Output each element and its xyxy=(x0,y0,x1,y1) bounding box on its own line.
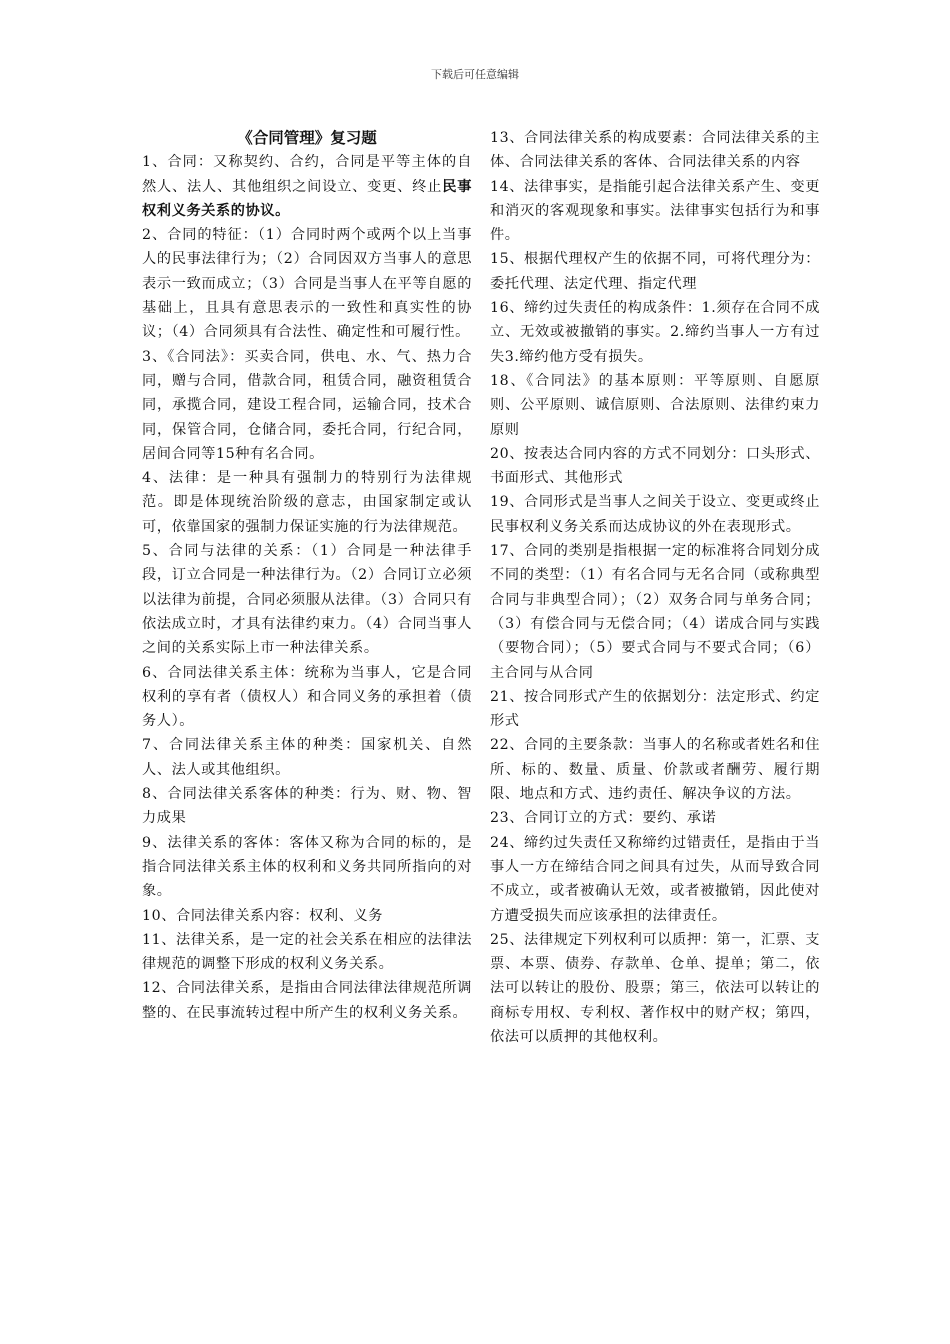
right-column xyxy=(490,126,820,1049)
item-9: 9、法律关系的客体：客体又称为合同的标的，是指合同法律关系主体的权利和义务共同所指向的对象。 xyxy=(142,834,472,900)
item-19: 19、合同形式是当事人之间关于设立、变更或终止民事权利义务关系而达成协议的外在表现形式。 xyxy=(490,494,820,535)
item-17: 17、合同的类别是指根据一定的标准将合同划分成不同的类型：（1）有名合同与无名合同（或称典型合同与非典型合同）；（2）双务合同与单务合同；（3）有偿合同与无偿合同；（4）诺成合同与实践（要物合同）；（5）要式合同与不要式合同；（6）主合同与从合同 xyxy=(490,543,820,681)
item-21: 21、按合同形式产生的依据划分：法定形式、约定形式 xyxy=(490,688,820,730)
item-18: 18、《合同法》的基本原则：平等原则、自愿原则、公平原则、诚信原则、合法原则、法律约束力原则 xyxy=(490,372,820,438)
item-7: 7、合同法律关系主体的种类：国家机关、自然人、法人或其他组织。 xyxy=(142,737,472,778)
item-3: 3、《合同法》：买卖合同，供电、水、气、热力合同，赠与合同，借款合同，租赁合同，融资租赁合同，承揽合同，建设工程合同，运输合同，技术合同，保管合同，仓储合同，委托合同，行纪合同，居间合同等15种有名合同。 xyxy=(142,348,472,462)
item-12: 12、合同法律关系，是指由合同法律法律规范所调整的、在民事流转过程中所产生的权利义务关系。 xyxy=(142,980,472,1021)
item-2: 2、合同的特征：（1）合同时两个或两个以上当事人的民事法律行为；（2）合同因双方当事人的意思表示一致而成立；（3）合同是当事人在平等自愿的基础上，且具有意思表示的一致性和真实性的协议；（4）合同须具有合法性、确定性和可履行性。 xyxy=(142,227,472,341)
item-24: 24、缔约过失责任又称缔约过错责任，是指由于当事人一方在缔结合同之间具有过失，从而导致合同不成立，或者被确认无效，或者被撤销，因此使对方遭受损失而应该承担的法律责任。 xyxy=(490,834,820,924)
item-20: 20、按表达合同内容的方式不同划分：口头形式、书面形式、其他形式 xyxy=(490,445,820,487)
item-22: 22、合同的主要条款：当事人的名称或者姓名和住所、标的、数量、质量、价款或者酬劳、履行期限、地点和方式、违约责任、解决争议的方法。 xyxy=(490,737,820,803)
item-1-emphasis: 民事权利义务关系的协议。 xyxy=(142,178,472,219)
item-23: 23、合同订立的方式：要约、承诺 xyxy=(490,810,717,827)
page-header: 下载后可任意编辑 xyxy=(431,68,519,81)
item-14: 14、法律事实，是指能引起合法律关系产生、变更和消灭的客观现象和事实。法律事实包括行为和事件。 xyxy=(490,178,820,244)
item-25: 25、法律规定下列权利可以质押：第一，汇票、支票、本票、债券、存款单、仓单、提单；第二，依法可以转让的股份、股票；第三，依法可以转让的商标专用权、专利权、著作权中的财产权；第四，依法可以质押的其他权利。 xyxy=(490,931,820,1045)
item-6: 6、合同法律关系主体：统称为当事人，它是合同权利的享有者（债权人）和合同义务的承担着（债务人）。 xyxy=(142,664,472,730)
item-1: 1、合同：又称契约、合约，合同是平等主体的自然人、法人、其他组织之间设立、变更、终止民事权利义务关系的协议。 xyxy=(142,154,472,219)
item-10: 10、合同法律关系内容：权利、义务 xyxy=(142,907,384,924)
item-15: 15、根据代理权产生的依据不同，可将代理分为：委托代理、法定代理、指定代理 xyxy=(490,251,820,292)
left-column xyxy=(142,126,472,1025)
item-8: 8、合同法律关系客体的种类：行为、财、物、智力成果 xyxy=(142,786,472,827)
document-title: 《合同管理》复习题 xyxy=(237,128,377,147)
item-5: 5、合同与法律的关系：（1）合同是一种法律手段，订立合同是一种法律行为。（2）合同订立必须以法律为前提，合同必须服从法律。（3）合同只有依法成立时，才具有法律约束力。（4）合同当事人之间的关系实际上市一种法律关系。 xyxy=(142,543,472,657)
item-16: 16、缔约过失责任的构成条件：1.须存在合同不成立、无效或被撤销的事实。2.缔约当事人一方有过失3.缔约他方受有损失。 xyxy=(490,300,820,365)
item-4: 4、法律：是一种具有强制力的特别行为法律规范。即是体现统治阶级的意志，由国家制定或认可，依靠国家的强制力保证实施的行为法律规范。 xyxy=(142,470,472,535)
item-13: 13、合同法律关系的构成要素：合同法律关系的主体、合同法律关系的客体、合同法律关系的内容 xyxy=(490,130,820,171)
item-11: 11、法律关系，是一定的社会关系在相应的法律法律规范的调整下形成的权利义务关系。 xyxy=(142,931,472,973)
